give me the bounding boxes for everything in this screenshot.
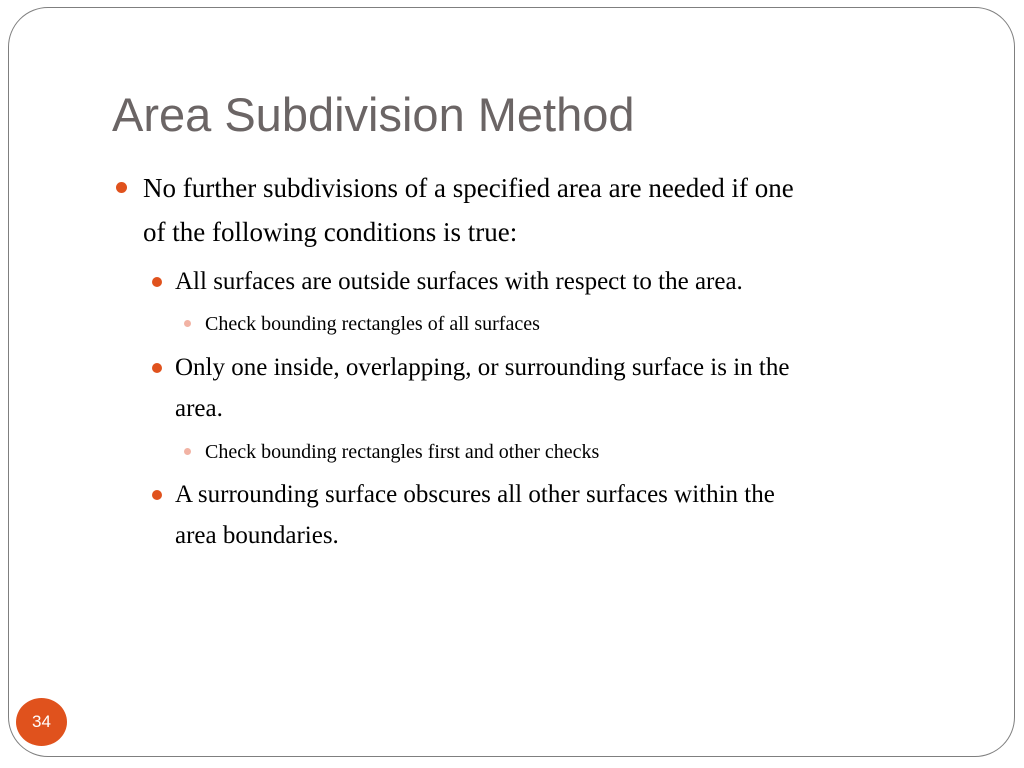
bullet-dot-icon: [152, 490, 162, 500]
bullet-line: area.: [175, 395, 223, 422]
bullet-line: of the following conditions is true:: [143, 217, 518, 247]
bullet-text: [205, 439, 905, 465]
bullet-line: A surrounding surface obscures all other surfaces within the: [175, 481, 775, 508]
bullet-text: [143, 166, 963, 254]
bullet-dot-icon: [152, 277, 162, 287]
bullet-line: Check bounding rectangles first and other checks: [205, 441, 600, 463]
bullet-text: [175, 347, 975, 429]
bullet-dot-icon: [152, 363, 162, 373]
bullet-dot-icon: [116, 182, 127, 193]
bullet-line: area boundaries.: [175, 522, 339, 549]
bullet-text: [175, 474, 975, 556]
bullet-text: [175, 261, 975, 302]
bullet-dot-icon: [184, 448, 191, 455]
bullet-dot-icon: [184, 320, 191, 327]
bullet-line: Only one inside, overlapping, or surrounding surface is in the: [175, 354, 790, 381]
bullet-line: All surfaces are outside surfaces with respect to the area.: [175, 268, 743, 295]
bullet-text: [205, 311, 905, 337]
slide-title: Area Subdivision Method: [112, 88, 635, 141]
page-number-badge: 34: [16, 698, 67, 746]
bullet-line: No further subdivisions of a specified area are needed if one: [143, 173, 794, 203]
bullet-line: Check bounding rectangles of all surfaces: [205, 313, 540, 335]
